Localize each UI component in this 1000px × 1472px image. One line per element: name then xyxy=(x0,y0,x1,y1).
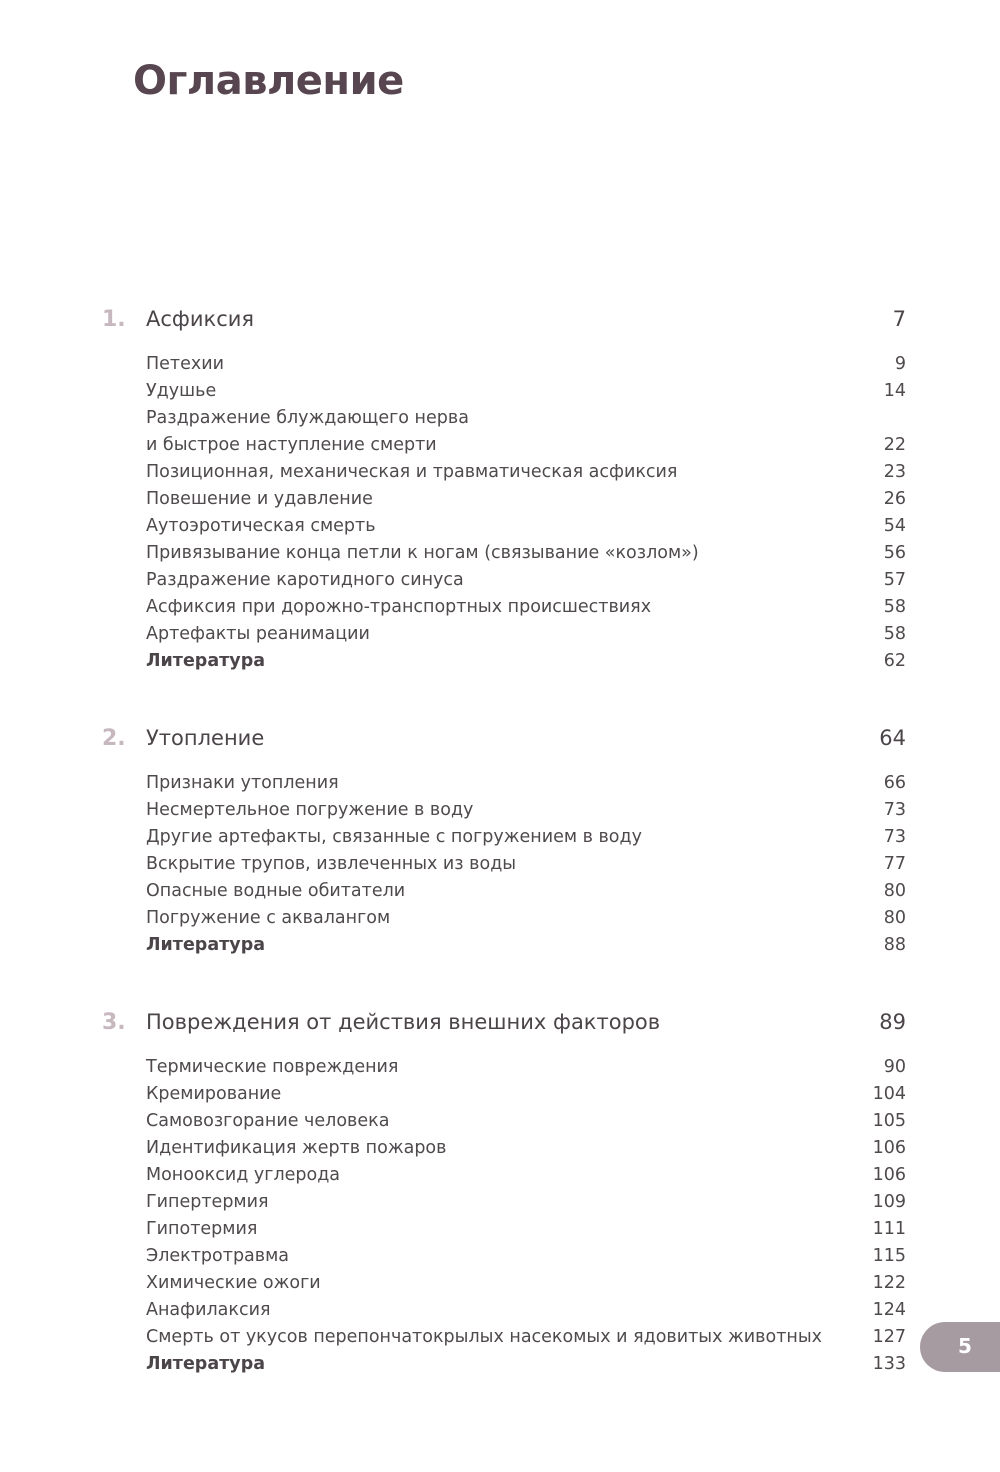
toc-entry-title: Другие артефакты, связанные с погружением в воду xyxy=(146,827,642,847)
chapter-1 xyxy=(0,307,1000,671)
toc-entry-title: Повешение и удавление xyxy=(146,489,373,509)
toc-entry[interactable] xyxy=(0,1324,1000,1351)
toc-entry[interactable] xyxy=(0,351,1000,378)
toc-entry-page: 80 xyxy=(883,908,906,928)
toc-entry-title: Несмертельное погружение в воду xyxy=(146,800,474,820)
toc-entry-page: 58 xyxy=(883,624,906,644)
toc-entry-page: 73 xyxy=(883,827,906,847)
toc-entry-title: Раздражение блуждающего нерва xyxy=(146,408,469,428)
toc-entry[interactable] xyxy=(0,1135,1000,1162)
chapter-entries xyxy=(0,1054,1000,1378)
toc-entry[interactable] xyxy=(0,513,1000,540)
toc-entry[interactable] xyxy=(0,905,1000,932)
toc-entry[interactable] xyxy=(0,1216,1000,1243)
toc-entry-page: 122 xyxy=(872,1273,906,1293)
chapter-heading[interactable] xyxy=(0,307,1000,347)
toc-entry[interactable] xyxy=(0,878,1000,905)
chapter-page-number: 89 xyxy=(879,1010,906,1034)
chapter-number: 3. xyxy=(102,1010,126,1035)
toc-entry-title: Петехии xyxy=(146,354,224,374)
toc-entry-page: 109 xyxy=(872,1192,906,1212)
page-number: 5 xyxy=(958,1334,972,1358)
toc-entry-page: 58 xyxy=(883,597,906,617)
toc-entry-title: Литература xyxy=(146,651,266,671)
toc-entry[interactable] xyxy=(0,824,1000,851)
toc-entry[interactable] xyxy=(0,567,1000,594)
chapter-page-number: 7 xyxy=(892,307,906,331)
toc-entry[interactable] xyxy=(0,486,1000,513)
toc-entry[interactable] xyxy=(0,378,1000,405)
toc-entry-title: Позиционная, механическая и травматическая асфиксия xyxy=(146,462,678,482)
toc-entry[interactable] xyxy=(0,621,1000,648)
toc-entry-references[interactable] xyxy=(0,1351,1000,1378)
toc-entry-page: 54 xyxy=(883,516,906,536)
chapter-title: Асфиксия xyxy=(146,307,255,331)
toc-entry[interactable] xyxy=(0,1108,1000,1135)
toc-entry-title: Гипертермия xyxy=(146,1192,269,1212)
toc-entry-page: 133 xyxy=(872,1354,906,1374)
toc-entry[interactable] xyxy=(0,459,1000,486)
toc-entry-title: Химические ожоги xyxy=(146,1273,321,1293)
toc-entry[interactable] xyxy=(0,540,1000,567)
toc-entry[interactable] xyxy=(0,432,1000,459)
toc-entry-title: Электротравма xyxy=(146,1246,290,1266)
toc-entry-title: Гипотермия xyxy=(146,1219,258,1239)
toc-entry[interactable] xyxy=(0,851,1000,878)
toc-entry-title: Удушье xyxy=(146,381,217,401)
toc-entry-title: Опасные водные обитатели xyxy=(146,881,406,901)
toc-entry[interactable] xyxy=(0,594,1000,621)
chapter-number: 1. xyxy=(102,307,126,332)
toc-entry-page: 127 xyxy=(872,1327,906,1347)
toc-entry-page: 57 xyxy=(883,570,906,590)
chapter-entries xyxy=(0,351,1000,675)
toc-entry[interactable] xyxy=(0,1081,1000,1108)
toc-entry-title: Раздражение каротидного синуса xyxy=(146,570,464,590)
toc-entry[interactable] xyxy=(0,1297,1000,1324)
toc-entry-page: 73 xyxy=(883,800,906,820)
toc-entry[interactable] xyxy=(0,1189,1000,1216)
toc-entry-page: 88 xyxy=(883,935,906,955)
chapter-2 xyxy=(0,726,1000,955)
toc-entry-title: Асфиксия при дорожно-транспортных происшествиях xyxy=(146,597,652,617)
toc-entry-title: Самовозгорание человека xyxy=(146,1111,390,1131)
toc-entry-page: 106 xyxy=(872,1165,906,1185)
page-title: Оглавление xyxy=(133,58,404,104)
chapter-3 xyxy=(0,1010,1000,1374)
toc-entry-page: 14 xyxy=(883,381,906,401)
toc-entry[interactable] xyxy=(0,1270,1000,1297)
toc-entry-title: Литература xyxy=(146,1354,266,1374)
toc-entry-title: Аутоэротическая смерть xyxy=(146,516,376,536)
toc-entry-title: Идентификация жертв пожаров xyxy=(146,1138,447,1158)
toc-entry-page: 124 xyxy=(872,1300,906,1320)
toc-entry-title: Артефакты реанимации xyxy=(146,624,370,644)
toc-entry[interactable] xyxy=(0,1162,1000,1189)
toc-entry-title: Погружение с аквалангом xyxy=(146,908,391,928)
chapter-entries xyxy=(0,770,1000,959)
toc-entry-title: Привязывание конца петли к ногам (связывание «козлом») xyxy=(146,543,699,563)
toc-entry-title: Анафилаксия xyxy=(146,1300,271,1320)
toc-entry-references[interactable] xyxy=(0,648,1000,675)
toc-entry-title: Вскрытие трупов, извлеченных из воды xyxy=(146,854,517,874)
toc-entry-page: 106 xyxy=(872,1138,906,1158)
chapter-title: Утопление xyxy=(146,726,265,750)
toc-entry[interactable] xyxy=(0,1243,1000,1270)
toc-entry-title: Термические повреждения xyxy=(146,1057,399,1077)
toc-entry-page: 66 xyxy=(883,773,906,793)
chapter-page-number: 64 xyxy=(879,726,906,750)
toc-entry-page: 62 xyxy=(883,651,906,671)
toc-entry-references[interactable] xyxy=(0,932,1000,959)
toc-entry[interactable] xyxy=(0,770,1000,797)
toc-entry-page: 22 xyxy=(883,435,906,455)
toc-entry-page: 26 xyxy=(883,489,906,509)
toc-entry-page: 77 xyxy=(883,854,906,874)
toc-entry-title: Смерть от укусов перепончатокрылых насекомых и ядовитых животных xyxy=(146,1327,822,1347)
toc-entry-page: 111 xyxy=(872,1219,906,1239)
toc-entry-page: 56 xyxy=(883,543,906,563)
toc-entry-page: 90 xyxy=(883,1057,906,1077)
chapter-title: Повреждения от действия внешних факторов xyxy=(146,1010,661,1034)
toc-entry[interactable] xyxy=(0,797,1000,824)
chapter-number: 2. xyxy=(102,726,126,751)
toc-entry-title: Кремирование xyxy=(146,1084,282,1104)
toc-entry[interactable] xyxy=(0,1054,1000,1081)
toc-entry-page: 105 xyxy=(872,1111,906,1131)
toc-entry-page: 104 xyxy=(872,1084,906,1104)
chapter-heading[interactable] xyxy=(0,1010,1000,1050)
toc-entry-title: Литература xyxy=(146,935,266,955)
toc-entry-page: 115 xyxy=(872,1246,906,1266)
toc-entry-page: 23 xyxy=(883,462,906,482)
toc-entry-title: Монооксид углерода xyxy=(146,1165,341,1185)
toc-entry-title: и быстрое наступление смерти xyxy=(146,435,437,455)
toc-entry-page: 9 xyxy=(894,354,906,374)
toc-entry[interactable] xyxy=(0,405,1000,432)
toc-entry-page: 80 xyxy=(883,881,906,901)
chapter-heading[interactable] xyxy=(0,726,1000,766)
toc-entry-title: Признаки утопления xyxy=(146,773,339,793)
